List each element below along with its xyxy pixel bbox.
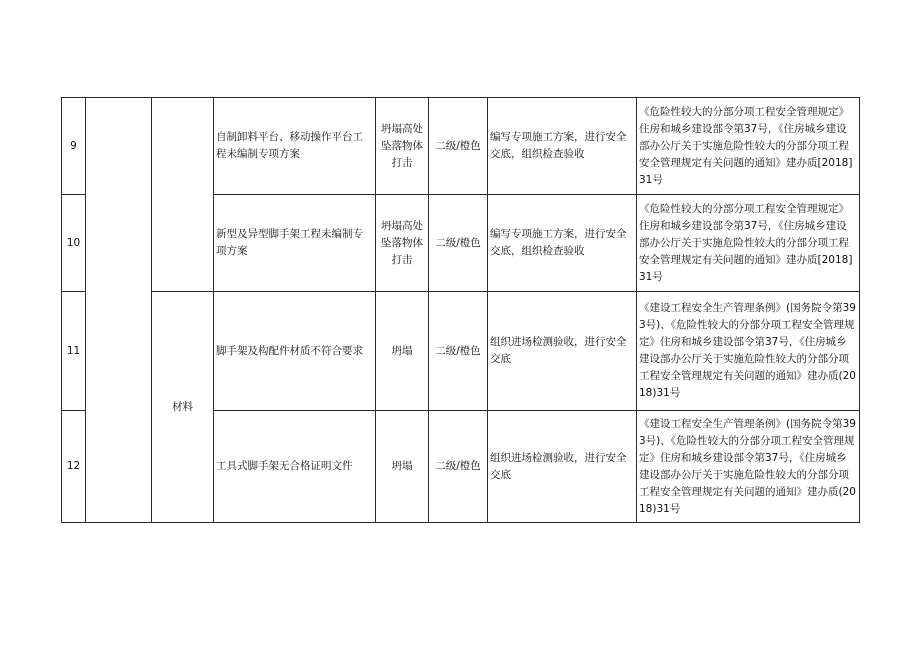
risk-level: 二级/橙色 — [429, 411, 488, 523]
control-measure: 编写专项施工方案，进行安全交底，组织检查验收 — [488, 195, 637, 292]
legal-basis: 《建设工程安全生产管理条例》(国务院令第393号)、《危险性较大的分部分项工程安全管理规定》住房和城乡建设部令第37号，《住房城乡建设部办公厅关于实施危险性较大的分部分项工程安全管理规定有关问题的通知》建办质(2018)31号 — [637, 411, 860, 523]
row-number: 12 — [62, 411, 86, 523]
risk-level: 二级/橙色 — [429, 292, 488, 411]
hazard-item: 自制卸料平台、移动操作平台工程未编制专项方案 — [214, 98, 376, 195]
table-row — [62, 98, 860, 195]
control-measure: 组织进场检测验收，进行安全交底 — [488, 411, 637, 523]
accident-type: 坍塌 — [376, 292, 429, 411]
hazard-item: 工具式脚手架无合格证明文件 — [214, 411, 376, 523]
subcategory-material: 材料 — [152, 292, 214, 523]
control-measure: 编写专项施工方案，进行安全交底，组织检查验收 — [488, 98, 637, 195]
accident-type: 坍塌 — [376, 411, 429, 523]
hazard-item: 脚手架及构配件材质不符合要求 — [214, 292, 376, 411]
risk-level: 二级/橙色 — [429, 98, 488, 195]
risk-level: 二级/橙色 — [429, 195, 488, 292]
row-number: 10 — [62, 195, 86, 292]
control-measure: 组织进场检测验收，进行安全交底 — [488, 292, 637, 411]
hazard-item: 新型及异型脚手架工程未编制专项方案 — [214, 195, 376, 292]
legal-basis: 《危险性较大的分部分项工程安全管理规定》住房和城乡建设部令第37号，《住房城乡建设部办公厅关于实施危险性较大的分部分项工程安全管理规定有关问题的通知》建办质[2018]31号 — [637, 98, 860, 195]
risk-table — [61, 97, 860, 523]
accident-type: 坍塌高处坠落物体打击 — [376, 195, 429, 292]
category-cell — [86, 98, 152, 523]
accident-type: 坍塌高处坠落物体打击 — [376, 98, 429, 195]
row-number: 11 — [62, 292, 86, 411]
table-row — [62, 292, 860, 411]
legal-basis: 《建设工程安全生产管理条例》(国务院令第393号)、《危险性较大的分部分项工程安全管理规定》住房和城乡建设部令第37号，《住房城乡建设部办公厅关于实施危险性较大的分部分项工程安全管理规定有关问题的通知》建办质(2018)31号 — [637, 292, 860, 411]
legal-basis: 《危险性较大的分部分项工程安全管理规定》住房和城乡建设部令第37号，《住房城乡建设部办公厅关于实施危险性较大的分部分项工程安全管理规定有关问题的通知》建办质[2018]31号 — [637, 195, 860, 292]
subcategory-cell — [152, 98, 214, 292]
row-number: 9 — [62, 98, 86, 195]
